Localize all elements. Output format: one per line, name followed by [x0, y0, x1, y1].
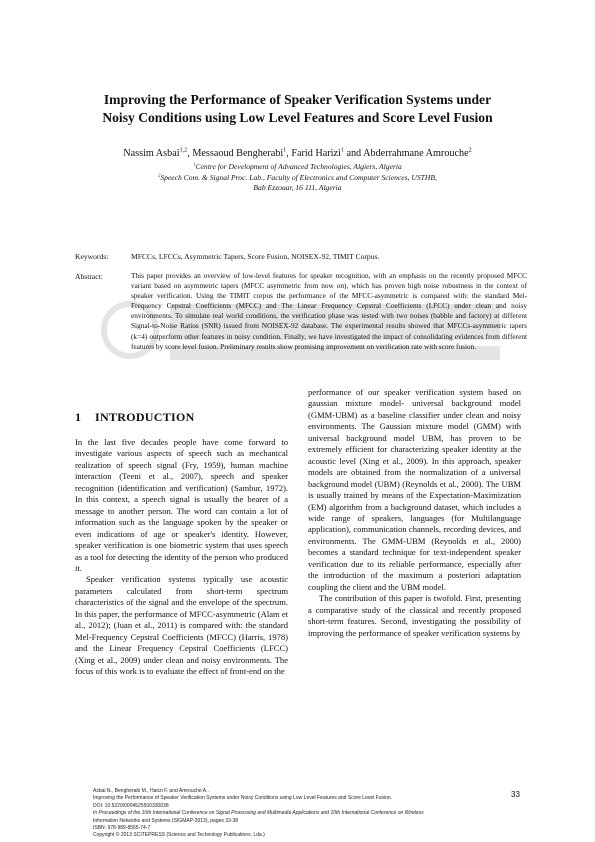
author-2-affiliation: 1 [283, 147, 287, 154]
author-list [60, 148, 535, 159]
title-line-1: Improving the Performance of Speaker Verification Systems under [103, 92, 492, 107]
author-4-affiliation: 2 [468, 147, 472, 154]
author-1: Nassim Asbai [123, 148, 180, 159]
body-column-left [75, 437, 288, 678]
keywords-text: MFCCs, LFCCs, Asymmetric Tapers, Score Fusion, NOISEX-92, TIMIT Corpus. [131, 252, 380, 261]
affiliation-2-text-line-2: Bab Ezzouar, 16 111, Algeria [253, 183, 342, 192]
footer-isbn: ISBN: 978-989-8565-74-7 [93, 825, 151, 832]
abstract-text: This paper provides an overview of low-level features for speaker recognition, with an emphasis on the recently proposed MFCC variant based on asymmetric tapers (MFCC asymmetric from now on), which has proven high noise robustness in the context of speaker verification. Using the TIMIT corpus the performance of the MFCC-asymmetric is compared with: the standard Mel-Frequency Cepstral Coefficients (MFCC) and The Linear Frequency Cepstral Coefficients (LFCC) under clean and noisy environments. To simulate real world conditions, the verification phase was tested with two noises (babble and factory) at different Signal-to-Noise Ratios (SNR) issued from NOISEX-92 database. The experimental results showed that MFCCs-asymmetric tapers (k=4) outperform other features in noisy condition. Finally, we have investigated the impact of consolidating evidences from different features by score level fusion. Preliminary results show promising improvement on verification rate with score fusion. [131, 271, 527, 351]
paper-title [60, 91, 535, 127]
author-4: and Abderrahmane Amrouche [343, 148, 469, 159]
affiliation-1-marker: 1 [193, 161, 196, 167]
page-number: 33 [511, 790, 520, 799]
footer-line: In Proceedings of the 10th International Conference on Signal Processing and Multimedia Applications and 10th International Conference on Wireless [93, 810, 424, 817]
paragraph: Speaker verification systems typically use acoustic parameters calculated from short-term spectrum characteristics of the signal and the envelope of the spectrum. In this paper, the performance of MFCC-asymmetric (Alam et al., 2012); (Juan et al., 2011) is compared with: the standard Mel-Frequency Cepstral Coefficients (MFCC) (Harris, 1978) and the Linear Frequency Cepstral Coefficients (LFCC) (Xing et al., 2009) under clean and noisy environments. The focus of this work is to evaluate the effect of front-end on the [75, 574, 288, 677]
citation-footer [93, 788, 513, 840]
footer-line: Information Networks and Systems (SIGMAP-2013), pages 33-38 [93, 817, 239, 824]
abstract-label: Abstract: [75, 272, 103, 281]
section-heading [75, 410, 195, 425]
affiliation-1 [60, 162, 535, 172]
author-3-affiliation: 1 [340, 147, 344, 154]
paragraph: performance of our speaker verification system based on gaussian mixture model- universal background model (GMM-UBM) as a baseline classifier under clean and noisy environments. The Gaussian mixture model (GMM) with universal background model UBM, has proven to be extremely efficient for characterizing speaker identity at the acoustic level (Xing et al., 2009). In this approach, speaker models are obtained from the normalization of a universal background model (UBM) (Reynolds et al., 2000). The UBM is usually trained by means of the Expectation-Maximization (EM) algorithm from a background dataset, which includes a wide range of speakers, languages (for Multilanguage application), communication channels, recording devices, and environments. The GMM-UBM (Reynolds et al., 2000) becomes a standard technique for text-independent speaker verification due to its reliable performance, especially after the introduction of the maximum a posteriori adaptation coupling the client and the UBM model. [308, 387, 521, 592]
affiliation-2-marker: 2 [158, 172, 161, 178]
section-title: INTRODUCTION [95, 410, 195, 424]
paragraph: In the last five decades people have come forward to investigate various aspects of speech such as mechanical realization of speech signal (Fry, 1959), human machine interaction (Teeni et al., 2007), speech and speaker recognition (identification and verification) (Sambur, 1972). In this context, a speech signal is usually the bearer of a message to another person. The word can contain a lot of information such as the language spoken by the speaker or even indications of age or speaker's identity. However, speaker verification is one biometric system that uses speech as a tool for detecting the identity of the person who produced it. [75, 437, 288, 573]
title-line-2: Noisy Conditions using Low Level Features and Score Level Fusion [102, 110, 493, 125]
affiliation-2-text-line-1: Speech Com. & Signal Proc. Lab., Faculty of Electronics and Computer Sciences, USTHB, [160, 173, 437, 182]
keywords-label: Keywords: [75, 252, 109, 261]
footer-copyright: Copyright © 2013 SCITEPRESS (Science and Technology Publications, Lda.) [93, 832, 265, 839]
footer-line: Improving the Performance of Speaker Verification Systems under Noisy Conditions using Low Level Features and Score Level Fusion. [93, 795, 393, 802]
affiliation-1-text: Centre for Development of Advanced Technologies, Algiers, Algeria [195, 162, 402, 171]
author-3: , Farid Harizi [286, 148, 341, 159]
paragraph: The contribution of this paper is twofold. First, presenting a comparative study of the classical and recently proposed short-term features. Second, investigating the possibility of improving the performance of speaker verification systems by [308, 593, 521, 638]
section-number: 1 [75, 410, 82, 424]
author-1-affiliation: 1,2 [179, 147, 188, 154]
footer-doi: DOI: 10.5220/0004525500330038 [93, 802, 169, 809]
affiliation-2 [60, 173, 535, 193]
body-column-right [308, 387, 521, 639]
footer-line: Asbai N., Bengherabi M., Harizi F. and Amrouche A.. [93, 788, 209, 794]
author-2: , Messaoud Bengherabi [187, 148, 284, 159]
